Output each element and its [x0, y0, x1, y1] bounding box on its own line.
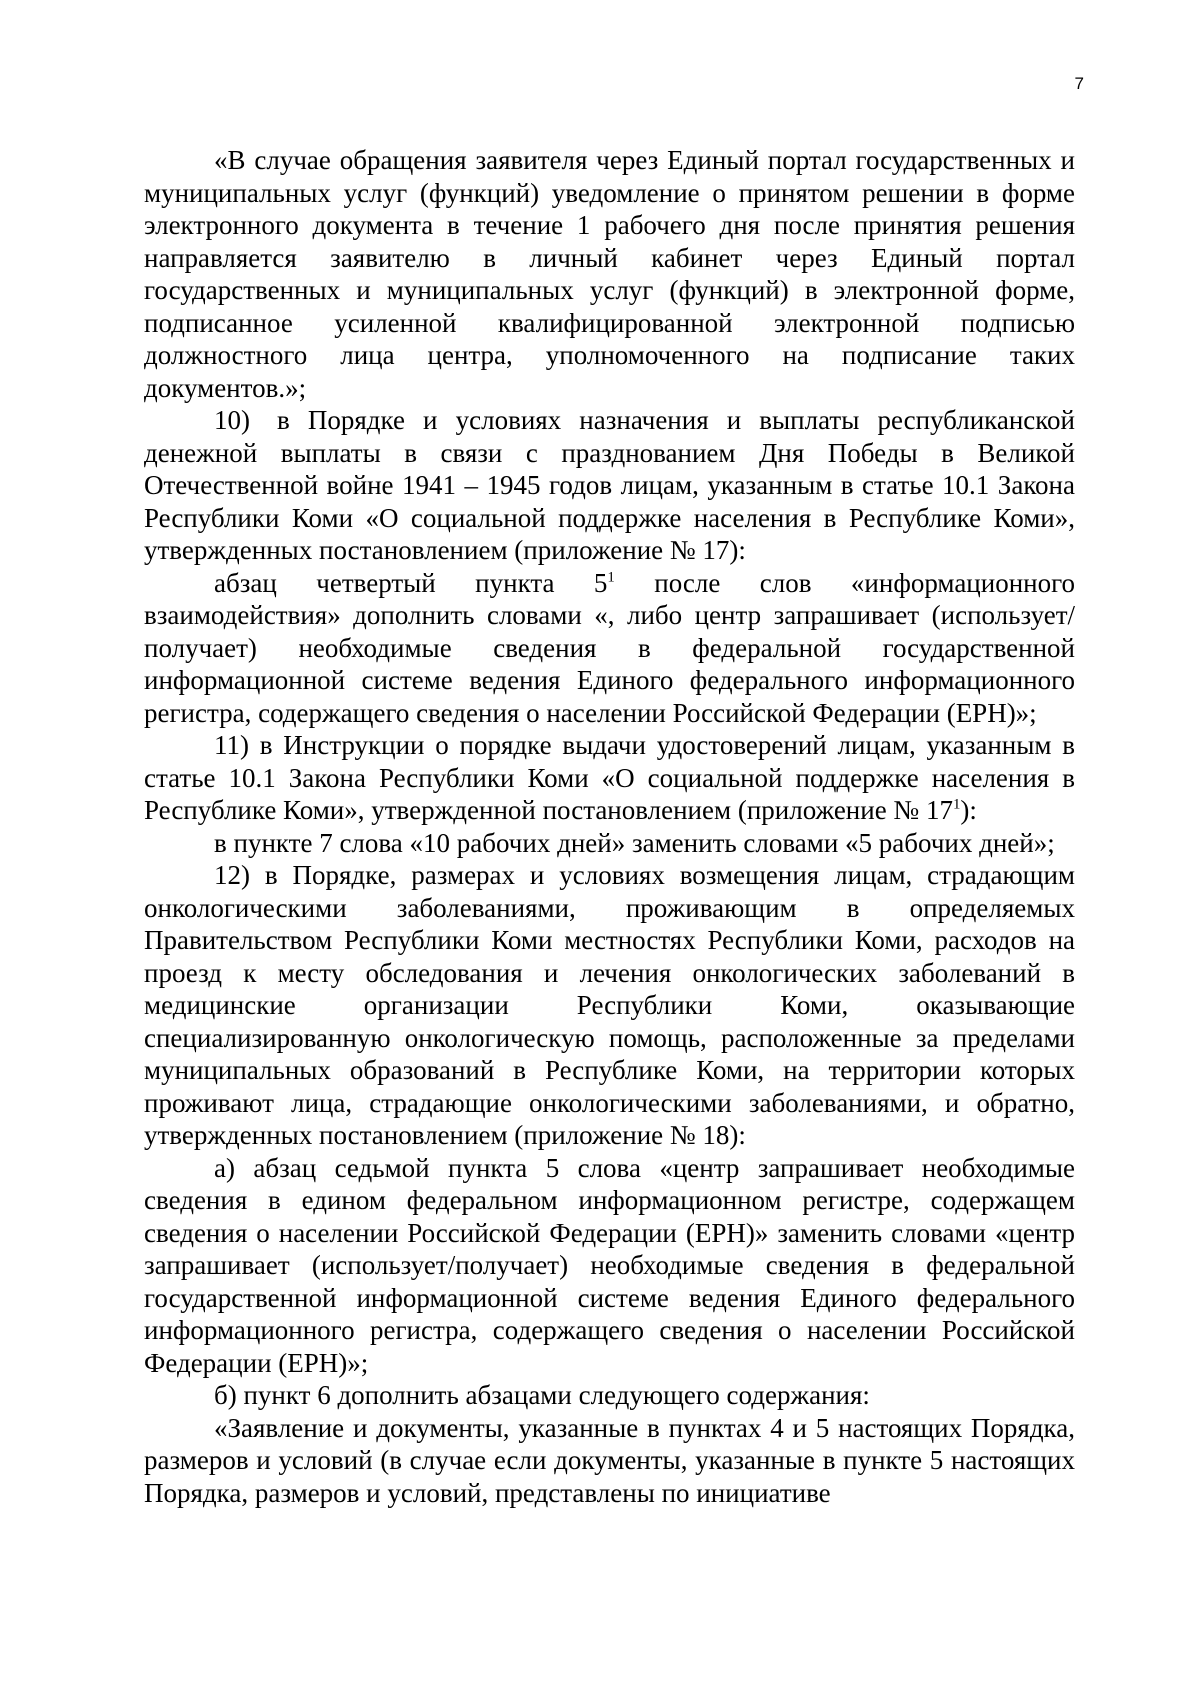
paragraph-item-12-a: а) абзац седьмой пункта 5 слова «центр запрашивает необходимые сведения в едином федеральном информационном регистре, содержащем сведения о населении Российской Федерации (ЕРН)» заменить словами «центр запрашивает (использует/получает) необходимые сведения в федеральной государственной информационной системе ведения Единого федерального информационного регистра, содержащего сведения о населении Российской Федерации (ЕРН)»;: [144, 1152, 1075, 1378]
page-number: 7: [1074, 74, 1084, 93]
superscript: 1: [952, 796, 961, 813]
paragraph-quote-start: «Заявление и документы, указанные в пунктах 4 и 5 настоящих Порядка, размеров и условий (в случае если документы, указанные в пункте 5 настоящих Порядка, размеров и условий, представлены по инициативе: [144, 1412, 1075, 1508]
text-run: 11) в Инструкции о порядке выдачи удостоверений лицам, указанным в статье 10.1 Закона Республики Коми «О социальной поддержке населения в Республике Коми», утвержденной постановлением (приложение № 17: [144, 730, 1075, 825]
paragraph-item-10-change: [144, 567, 1075, 730]
text-run: после слов «информационного взаимодействия» дополнить словами «, либо центр запрашивает (использует/получает) необходимые сведения в федеральной государственной информационной системе ведения Единого федерального информационного регистра, содержащего сведения о населении Российской Федерации (ЕРН)»;: [144, 567, 1076, 728]
paragraph-portal-notification: «В случае обращения заявителя через Единый портал государственных и муниципальных услуг (функций) уведомление о принятом решении в форме электронного документа в течение 1 рабочего дня после принятия решения направляется заявителю в личный кабинет через Единый портал государственных и муниципальных услуг (функций) в электронной форме, подписанное усиленной квалифицированной электронной подписью должностного лица центра, уполномоченного на подписание таких документов.»;: [144, 145, 1075, 403]
document-body: [144, 144, 1075, 1509]
paragraph-item-12-b: б) пункт 6 дополнить абзацами следующего содержания:: [214, 1380, 870, 1410]
text-run: ):: [960, 795, 977, 825]
paragraph-item-10: 10) в Порядке и условиях назначения и выплаты республиканской денежной выплаты в связи с празднованием Дня Победы в Великой Отечественной войне 1941 – 1945 годов лицам, указанным в статье 10.1 Закона Республики Коми «О социальной поддержке населения в Республике Коми», утвержденных постановлением (приложение № 17):: [144, 405, 1075, 565]
paragraph-item-12: 12) в Порядке, размерах и условиях возмещения лицам, страдающим онкологическими заболеваниями, проживающим в определяемых Правительством Республики Коми местностях Республики Коми, расходов на проезд к месту обследования и лечения онкологических заболеваний в медицинские организации Республики Коми, оказывающие специализированную онкологическую помощь, расположенные за пределами муниципальных образований в Республике Коми, на территории которых проживают лица, страдающие онкологическими заболеваниями, и обратно, утвержденных постановлением (приложение № 18):: [144, 860, 1075, 1150]
paragraph-item-11: [144, 729, 1075, 827]
text-run: абзац четвертый пункта 5: [214, 567, 608, 598]
superscript: 1: [607, 569, 615, 586]
paragraph-item-11-change: в пункте 7 слова «10 рабочих дней» заменить словами «5 рабочих дней»;: [214, 827, 1055, 858]
